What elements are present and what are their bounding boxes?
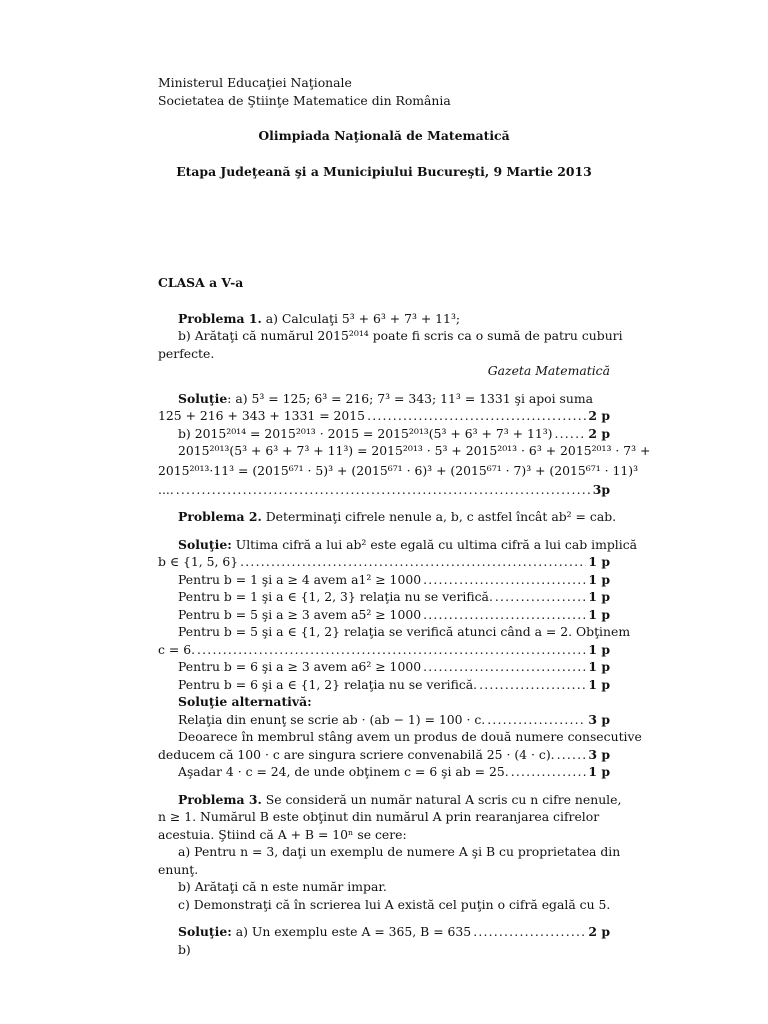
- problem-2-statement: Problema 2. Determinaţi cifrele nenule a, b, c astfel încât ab² = cab.: [178, 509, 617, 524]
- society-line: Societatea de Ştiinţe Matematice din România: [158, 92, 451, 108]
- points-label: 3p: [592, 481, 610, 497]
- problem-3-line-3: acestuia. Ştiind că A + B = 10ⁿ se cere:: [158, 826, 407, 842]
- solution-2-line-6: Pentru b = 5 şi a ∈ {1, 2} relaţia se verifică atunci când a = 2. Obţinem: [178, 624, 631, 639]
- points-label: 1 p: [588, 676, 610, 692]
- solution-1-label: Soluţie: [178, 390, 228, 406]
- problem-3-line-1: Problema 3. Se consideră un număr natural A scris cu n cifre nenule,: [178, 791, 622, 807]
- points-label: 1 p: [588, 571, 610, 587]
- solution-1-line-4: 2015²⁰¹³(5³ + 6³ + 7³ + 11³) = 2015²⁰¹³ · 5³ + 2015²⁰¹³ · 6³ + 2015²⁰¹³ · 7³ +: [178, 443, 651, 458]
- points-label: 2 p: [588, 924, 610, 939]
- problem-3-line-2: n ≥ 1. Numărul B este obţinut din numărul A prin rearanjarea cifrelor: [158, 809, 600, 824]
- solution-2-line-3: Pentru b = 1 şi a ≥ 4 avem a1² ≥ 1000 ..... 1 p: [158, 571, 610, 589]
- solution-1-line-5: 2015²⁰¹³·11³ = (2015⁶⁷¹ · 5)³ + (2015⁶⁷¹ · 6)³ + (2015⁶⁷¹ · 7)³ + (2015⁶⁷¹ · 11)³: [158, 462, 639, 478]
- problem-1-source: Gazeta Matematică: [487, 363, 610, 378]
- olympiad-title: Olimpiada Naţională de Matematică: [258, 128, 510, 143]
- solution-1-line-6: .... ..... 3p: [158, 481, 610, 499]
- solution-2-line-11: Deoarece în membrul stâng avem un produs de două numere consecutive: [178, 729, 642, 744]
- problem-1-statement: [158, 310, 610, 328]
- solution-2-line-10: Relaţia din enunţ se scrie ab · (ab − 1) = 100 · c. ..... 3 p: [158, 711, 610, 729]
- solution-2-line-12: deducem că 100 · c are singura scriere convenabilă 25 · (4 · c). ..... 3 p: [158, 746, 610, 764]
- solution-3-line-2: b): [178, 941, 191, 957]
- document-page: [158, 74, 651, 958]
- solution-1-line-2: 125 + 216 + 343 + 1331 = 2015 ..... 2 p: [158, 407, 610, 425]
- solution-1-line-1: Soluţie: a) 5³ = 125; 6³ = 216; 7³ = 343; 11³ = 1331 şi apoi suma: [178, 390, 594, 406]
- solution-2-line-8: Pentru b = 6 şi a ≥ 3 avem a6² ≥ 1000 ..... 1 p: [158, 658, 610, 676]
- problem-1-part-b-cont: perfecte.: [158, 345, 215, 361]
- class-heading: CLASA a V-a: [158, 275, 244, 290]
- problem-1-label: Problema 1.: [178, 310, 262, 326]
- points-label: 1 p: [588, 764, 610, 779]
- points-label: 3 p: [588, 711, 610, 727]
- ministry-line: Ministerul Educaţiei Naţionale: [158, 75, 352, 90]
- solution-2-line-1: Soluţie: Ultima cifră a lui ab² este egală cu ultima cifră a lui cab implică: [178, 536, 638, 552]
- solution-2-line-5: Pentru b = 5 şi a ≥ 3 avem a5² ≥ 1000 ..... 1 p: [158, 606, 610, 624]
- problem-2-label: Problema 2.: [178, 509, 262, 524]
- solution-3-label: Soluţie:: [178, 924, 232, 939]
- solution-1-line-3: b) 2015²⁰¹⁴ = 2015²⁰¹³ · 2015 = 2015²⁰¹³(5³ + 6³ + 7³ + 11³) ..... 2 p: [158, 425, 610, 443]
- points-label: 1 p: [588, 641, 610, 657]
- points-label: 3 p: [588, 746, 610, 762]
- problem-3-label: Problema 3.: [178, 791, 262, 807]
- solution-3-line-1: Soluţie: a) Un exemplu este A = 365, B = 635 ..... 2 p: [158, 923, 610, 941]
- solution-2-line-4: Pentru b = 1 şi a ∈ {1, 2, 3} relaţia nu se verifică. ..... 1 p: [158, 588, 610, 606]
- points-label: 1 p: [588, 589, 610, 604]
- points-label: 2 p: [588, 408, 610, 423]
- problem-1-part-b: b) Arătaţi că numărul 2015²⁰¹⁴ poate fi scris ca o sumă de patru cuburi: [178, 328, 623, 343]
- solution-2-line-13: Aşadar 4 · c = 24, de unde obţinem c = 6 şi ab = 25. ..... 1 p: [158, 763, 610, 781]
- problem-3-line-7: c) Demonstraţi că în scrierea lui A există cel puţin o cifră egală cu 5.: [178, 896, 611, 912]
- solution-2-label: Soluţie:: [178, 536, 232, 552]
- solution-2-line-7: c = 6. ..... 1 p: [158, 641, 610, 659]
- problem-3-line-4: a) Pentru n = 3, daţi un exemplu de numere A şi B cu proprietatea din: [178, 844, 621, 859]
- points-label: 2 p: [588, 425, 610, 441]
- problem-1-part-a: a) Calculaţi 5³ + 6³ + 7³ + 11³;: [261, 310, 461, 326]
- points-label: 1 p: [588, 659, 610, 674]
- stage-subtitle: Etapa Judeţeană şi a Municipiului Bucureşti, 9 Martie 2013: [176, 163, 592, 179]
- alternative-solution-label: Soluţie alternativă:: [178, 694, 312, 709]
- problem-3-line-6: b) Arătaţi că n este număr impar.: [178, 879, 387, 894]
- solution-2-line-2: b ∈ {1, 5, 6} ..... 1 p: [158, 553, 610, 571]
- problem-3-line-5: enunţ.: [158, 861, 199, 877]
- solution-2-line-9: Pentru b = 6 şi a ∈ {1, 2} relaţia nu se verifică. ..... 1 p: [158, 676, 610, 694]
- points-label: 1 p: [588, 606, 610, 622]
- points-label: 1 p: [588, 554, 610, 569]
